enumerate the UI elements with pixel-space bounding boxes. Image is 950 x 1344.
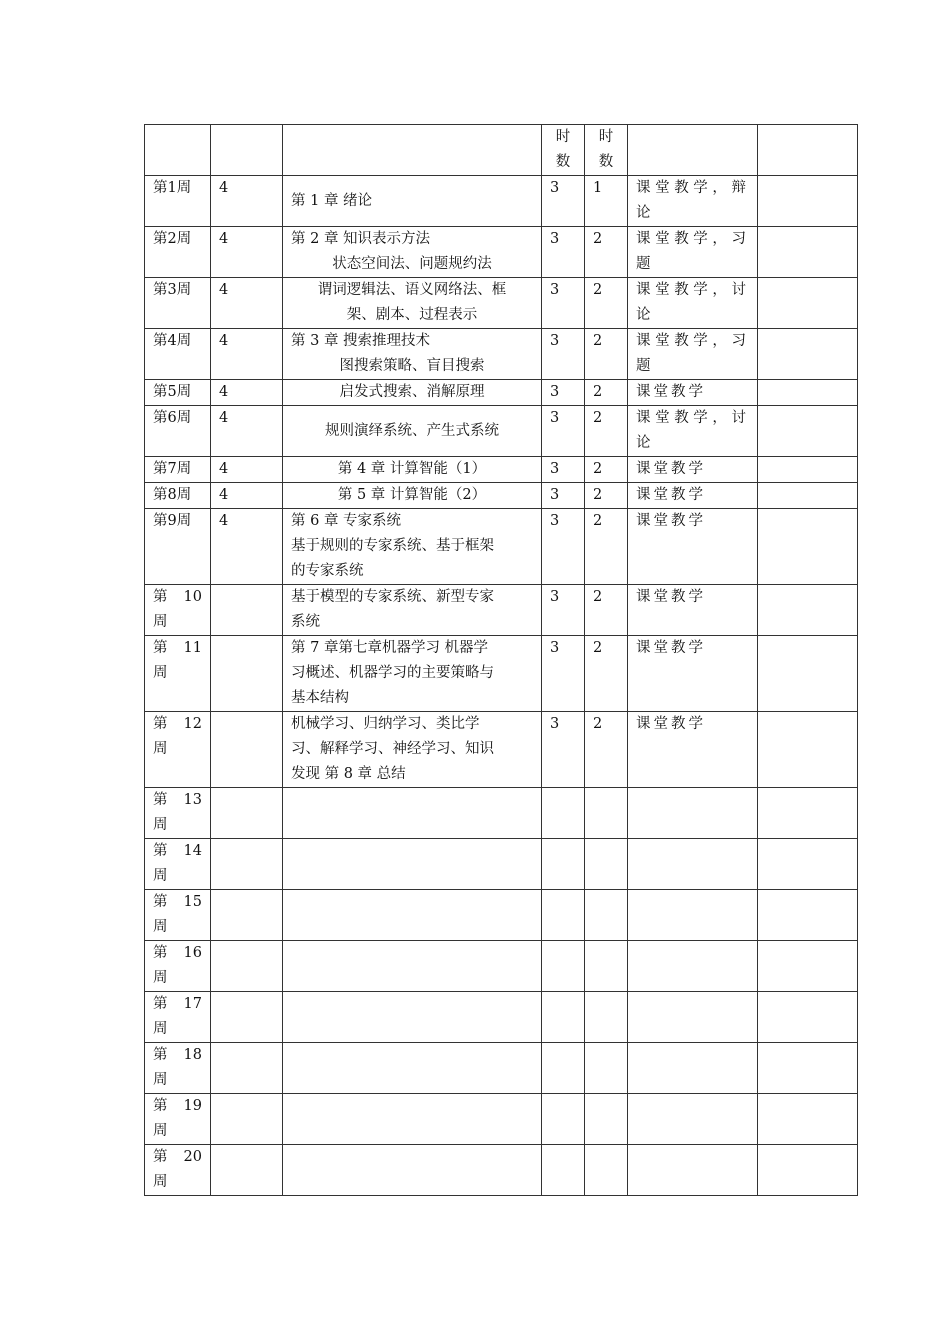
notes-cell — [758, 509, 858, 585]
table-row — [145, 992, 858, 1043]
week-cell — [145, 1043, 211, 1094]
week-cell — [145, 890, 211, 941]
week-number: 17 — [183, 996, 202, 1012]
lecture-hours-cell: 3 — [542, 406, 585, 457]
week-label: 第1周 — [153, 180, 192, 196]
week-cell — [145, 176, 211, 227]
practice-hours-cell — [585, 839, 628, 890]
notes-cell — [758, 890, 858, 941]
weekly-hours-cell — [211, 636, 283, 712]
content-cell — [283, 406, 542, 457]
table-row — [145, 227, 858, 278]
week-cell — [145, 992, 211, 1043]
weekly-hours-cell: 4 — [211, 176, 283, 227]
lecture-hours-cell: 3 — [542, 380, 585, 406]
week-cell — [145, 227, 211, 278]
week-suffix: 周 — [153, 1072, 168, 1088]
week-label: 第 — [153, 1098, 168, 1114]
lecture-hours-cell: 3 — [542, 712, 585, 788]
lecture-hours-cell — [542, 788, 585, 839]
header-cell-notes — [758, 125, 858, 176]
weekly-hours-cell: 4 — [211, 227, 283, 278]
notes-cell — [758, 1145, 858, 1196]
header-cell-hours-1: 时 数 — [542, 125, 585, 176]
lecture-hours-cell: 3 — [542, 483, 585, 509]
content-cell — [283, 1094, 542, 1145]
teaching-method-cell: 课堂教学 — [628, 483, 758, 509]
table-row — [145, 457, 858, 483]
teaching-method-cell: 课堂教学，讨论 — [628, 406, 758, 457]
practice-hours-cell: 2 — [585, 585, 628, 636]
content-line: 第 7 章第七章机器学习 机器学 — [291, 640, 489, 656]
schedule-table — [144, 124, 858, 1196]
week-cell — [145, 712, 211, 788]
table-row — [145, 1043, 858, 1094]
lecture-hours-cell: 3 — [542, 176, 585, 227]
content-line: 图搜索策略、盲目搜索 — [339, 358, 485, 374]
table-row — [145, 839, 858, 890]
practice-hours-cell — [585, 1043, 628, 1094]
practice-hours-cell: 2 — [585, 712, 628, 788]
notes-cell — [758, 380, 858, 406]
week-cell — [145, 278, 211, 329]
notes-cell — [758, 788, 858, 839]
table-row — [145, 890, 858, 941]
week-cell — [145, 406, 211, 457]
header-cell-num — [211, 125, 283, 176]
week-label: 第 — [153, 1047, 168, 1063]
week-suffix: 周 — [153, 1123, 168, 1139]
weekly-hours-cell — [211, 1094, 283, 1145]
practice-hours-cell: 2 — [585, 509, 628, 585]
weekly-hours-cell — [211, 788, 283, 839]
week-label: 第4周 — [153, 333, 192, 349]
teaching-method-cell — [628, 992, 758, 1043]
table-row — [145, 509, 858, 585]
teaching-method-cell: 课堂教学，讨论 — [628, 278, 758, 329]
header-row — [145, 125, 858, 176]
table-row — [145, 483, 858, 509]
content-line: 第 4 章 计算智能（1） — [337, 461, 487, 477]
weekly-hours-cell — [211, 712, 283, 788]
content-cell — [283, 585, 542, 636]
lecture-hours-cell: 3 — [542, 509, 585, 585]
table-row — [145, 1094, 858, 1145]
content-line: 启发式搜索、消解原理 — [339, 384, 485, 400]
content-line: 第 5 章 计算智能（2） — [337, 487, 487, 503]
week-label: 第 — [153, 716, 168, 732]
content-cell — [283, 788, 542, 839]
notes-cell — [758, 992, 858, 1043]
week-suffix: 周 — [153, 1174, 168, 1190]
lecture-hours-cell: 3 — [542, 329, 585, 380]
week-label: 第2周 — [153, 231, 192, 247]
table-row — [145, 1145, 858, 1196]
week-number: 13 — [183, 792, 202, 808]
week-label: 第 — [153, 843, 168, 859]
teaching-method-cell — [628, 788, 758, 839]
weekly-hours-cell: 4 — [211, 509, 283, 585]
table-row — [145, 278, 858, 329]
table-row — [145, 406, 858, 457]
lecture-hours-cell — [542, 992, 585, 1043]
weekly-hours-cell — [211, 992, 283, 1043]
weekly-hours-cell: 4 — [211, 406, 283, 457]
weekly-hours-cell: 4 — [211, 278, 283, 329]
practice-hours-cell — [585, 1145, 628, 1196]
week-cell — [145, 380, 211, 406]
content-line: 基于模型的专家系统、新型专家 — [291, 589, 494, 605]
lecture-hours-cell: 3 — [542, 636, 585, 712]
notes-cell — [758, 585, 858, 636]
notes-cell — [758, 483, 858, 509]
content-line: 状态空间法、问题规约法 — [332, 256, 492, 272]
practice-hours-cell — [585, 1094, 628, 1145]
week-label: 第 — [153, 894, 168, 910]
weekly-hours-cell — [211, 941, 283, 992]
practice-hours-cell: 2 — [585, 278, 628, 329]
teaching-method-cell: 课堂教学 — [628, 457, 758, 483]
week-suffix: 周 — [153, 614, 168, 630]
header-cell-method — [628, 125, 758, 176]
content-cell — [283, 941, 542, 992]
teaching-method-cell: 课堂教学，习题 — [628, 227, 758, 278]
content-cell — [283, 1145, 542, 1196]
week-cell — [145, 457, 211, 483]
week-label: 第6周 — [153, 410, 192, 426]
content-cell — [283, 636, 542, 712]
lecture-hours-cell — [542, 1043, 585, 1094]
lecture-hours-cell — [542, 890, 585, 941]
notes-cell — [758, 1043, 858, 1094]
week-number: 10 — [183, 589, 202, 605]
table-row — [145, 585, 858, 636]
week-label: 第3周 — [153, 282, 192, 298]
week-number: 16 — [183, 945, 202, 961]
week-cell — [145, 839, 211, 890]
notes-cell — [758, 457, 858, 483]
notes-cell — [758, 636, 858, 712]
week-cell — [145, 1094, 211, 1145]
teaching-method-cell — [628, 1094, 758, 1145]
week-label: 第9周 — [153, 513, 192, 529]
notes-cell — [758, 278, 858, 329]
header-cell-content — [283, 125, 542, 176]
week-cell — [145, 585, 211, 636]
week-label: 第7周 — [153, 461, 192, 477]
lecture-hours-cell — [542, 941, 585, 992]
content-cell — [283, 509, 542, 585]
week-number: 11 — [183, 640, 202, 656]
content-line: 规则演绎系统、产生式系统 — [325, 422, 499, 439]
notes-cell — [758, 406, 858, 457]
lecture-hours-cell: 3 — [542, 457, 585, 483]
lecture-hours-cell — [542, 1094, 585, 1145]
week-label: 第 — [153, 640, 168, 656]
teaching-method-cell: 课堂教学 — [628, 380, 758, 406]
content-line: 习、解释学习、神经学习、知识 — [291, 741, 494, 757]
teaching-method-cell: 课堂教学 — [628, 585, 758, 636]
week-number: 15 — [183, 894, 202, 910]
notes-cell — [758, 227, 858, 278]
header-cell-hours-2: 时 数 — [585, 125, 628, 176]
practice-hours-cell: 2 — [585, 457, 628, 483]
content-line: 第 2 章 知识表示方法 — [291, 231, 431, 247]
practice-hours-cell — [585, 890, 628, 941]
teaching-method-cell — [628, 839, 758, 890]
weekly-hours-cell — [211, 1145, 283, 1196]
notes-cell — [758, 176, 858, 227]
week-cell — [145, 636, 211, 712]
content-line: 第 1 章 绪论 — [291, 192, 373, 209]
weekly-hours-cell: 4 — [211, 483, 283, 509]
practice-hours-cell: 2 — [585, 636, 628, 712]
notes-cell — [758, 329, 858, 380]
week-cell — [145, 1145, 211, 1196]
week-number: 20 — [183, 1149, 202, 1165]
table-row — [145, 329, 858, 380]
week-suffix: 周 — [153, 919, 168, 935]
table-row — [145, 941, 858, 992]
practice-hours-cell: 2 — [585, 483, 628, 509]
week-suffix: 周 — [153, 970, 168, 986]
week-label: 第 — [153, 589, 168, 605]
practice-hours-cell — [585, 992, 628, 1043]
weekly-hours-cell: 4 — [211, 457, 283, 483]
teaching-method-cell — [628, 1145, 758, 1196]
week-cell — [145, 788, 211, 839]
notes-cell — [758, 941, 858, 992]
practice-hours-cell: 2 — [585, 380, 628, 406]
week-label: 第8周 — [153, 487, 192, 503]
week-label: 第 — [153, 1149, 168, 1165]
week-suffix: 周 — [153, 817, 168, 833]
weekly-hours-cell: 4 — [211, 380, 283, 406]
lecture-hours-cell: 3 — [542, 227, 585, 278]
week-number: 18 — [183, 1047, 202, 1063]
content-cell — [283, 483, 542, 509]
content-cell — [283, 712, 542, 788]
notes-cell — [758, 839, 858, 890]
practice-hours-cell: 2 — [585, 227, 628, 278]
content-line: 系统 — [291, 614, 320, 630]
content-cell — [283, 992, 542, 1043]
table-row — [145, 788, 858, 839]
practice-hours-cell — [585, 788, 628, 839]
teaching-method-cell: 课堂教学 — [628, 509, 758, 585]
teaching-method-cell: 课堂教学，习题 — [628, 329, 758, 380]
week-number: 19 — [183, 1098, 202, 1114]
week-cell — [145, 329, 211, 380]
content-line: 发现 第 8 章 总结 — [291, 766, 406, 782]
notes-cell — [758, 712, 858, 788]
table-row — [145, 380, 858, 406]
header-cell-week — [145, 125, 211, 176]
teaching-method-cell: 课堂教学 — [628, 636, 758, 712]
content-cell — [283, 839, 542, 890]
content-cell — [283, 329, 542, 380]
content-line: 架、剧本、过程表示 — [346, 307, 478, 323]
week-suffix: 周 — [153, 1021, 168, 1037]
notes-cell — [758, 1094, 858, 1145]
content-line: 机械学习、归纳学习、类比学 — [291, 716, 480, 732]
content-line: 第 3 章 搜索推理技术 — [291, 333, 431, 349]
week-label: 第 — [153, 996, 168, 1012]
content-cell — [283, 227, 542, 278]
lecture-hours-cell: 3 — [542, 585, 585, 636]
weekly-hours-cell — [211, 1043, 283, 1094]
teaching-method-cell: 课堂教学 — [628, 712, 758, 788]
teaching-method-cell — [628, 1043, 758, 1094]
lecture-hours-cell — [542, 839, 585, 890]
week-cell — [145, 483, 211, 509]
weekly-hours-cell: 4 — [211, 329, 283, 380]
weekly-hours-cell — [211, 890, 283, 941]
content-line: 习概述、机器学习的主要策略与 — [291, 665, 494, 681]
table-row — [145, 636, 858, 712]
content-line: 谓词逻辑法、语义网络法、框 — [317, 282, 507, 298]
weekly-hours-cell — [211, 839, 283, 890]
practice-hours-cell: 2 — [585, 406, 628, 457]
teaching-method-cell: 课堂教学，辩论 — [628, 176, 758, 227]
content-line: 的专家系统 — [291, 563, 364, 579]
practice-hours-cell: 2 — [585, 329, 628, 380]
content-cell — [283, 176, 542, 227]
week-suffix: 周 — [153, 868, 168, 884]
week-label: 第 — [153, 945, 168, 961]
week-number: 14 — [183, 843, 202, 859]
week-suffix: 周 — [153, 665, 168, 681]
weekly-hours-cell — [211, 585, 283, 636]
week-number: 12 — [183, 716, 202, 732]
practice-hours-cell: 1 — [585, 176, 628, 227]
lecture-hours-cell — [542, 1145, 585, 1196]
week-label: 第 — [153, 792, 168, 808]
table-row — [145, 712, 858, 788]
content-cell — [283, 278, 542, 329]
content-line: 基本结构 — [291, 690, 349, 706]
content-line: 基于规则的专家系统、基于框架 — [291, 538, 494, 554]
content-cell — [283, 380, 542, 406]
content-cell — [283, 1043, 542, 1094]
practice-hours-cell — [585, 941, 628, 992]
lecture-hours-cell: 3 — [542, 278, 585, 329]
week-label: 第5周 — [153, 384, 192, 400]
week-suffix: 周 — [153, 741, 168, 757]
week-cell — [145, 509, 211, 585]
week-cell — [145, 941, 211, 992]
content-cell — [283, 890, 542, 941]
teaching-method-cell — [628, 941, 758, 992]
table-row — [145, 176, 858, 227]
content-line: 第 6 章 专家系统 — [291, 513, 402, 529]
content-cell — [283, 457, 542, 483]
teaching-method-cell — [628, 890, 758, 941]
